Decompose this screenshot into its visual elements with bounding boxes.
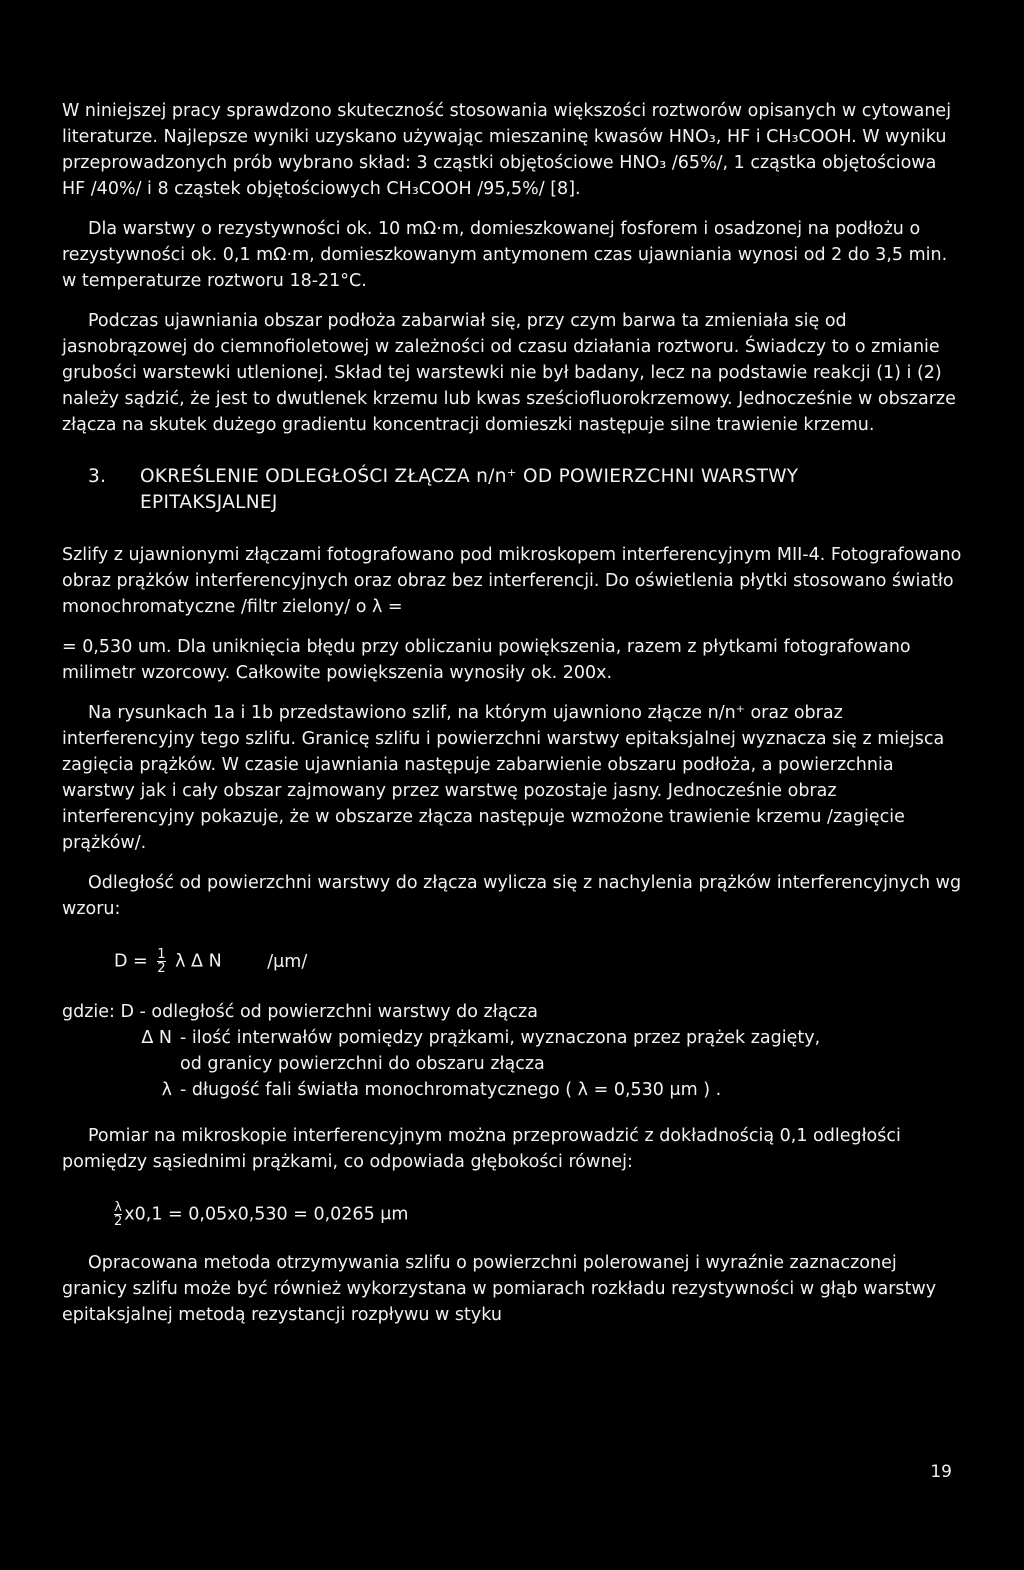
section-title-line1: OKREŚLENIE ODLEGŁOŚCI ZŁĄCZA n/n⁺ OD POWIERZCHNI WARSTWY	[140, 466, 799, 487]
paragraph-6: Odległość od powierzchni warstwy do złącza wylicza się z nachylenia prążków interferencyjnych wg wzoru:	[62, 873, 962, 919]
paragraph-4b: = 0,530 um. Dla uniknięcia błędu przy obliczaniu powiększenia, razem z płytkami fotografowano milimetr wzorcowy. Całkowite powiększenia wynosiły ok. 200x.	[62, 637, 911, 683]
calc-numerator: λ	[114, 1200, 122, 1215]
calc-denominator: 2	[114, 1214, 123, 1229]
distance-formula	[114, 948, 962, 975]
paragraph-2: Dla warstwy o rezystywności ok. 10 mΩ·m, domieszkowanej fosforem i osadzonej na podłożu o rezystywności ok. 0,1 mΩ·m, domieszkowanym antymonem czas ujawniania wynosi od 2 do 3,5 min. w temperaturze roztworu 18-21°C.	[62, 219, 948, 291]
formula-fraction	[157, 948, 165, 975]
depth-calculation	[114, 1201, 962, 1228]
section-number: 3.	[88, 466, 107, 487]
section-heading	[88, 464, 962, 516]
formula-unit: /μm/	[267, 951, 308, 972]
formula-lhs: D =	[114, 951, 148, 972]
formula-numerator: 1	[157, 947, 166, 962]
legend-intro: gdzie: D - odległość od powierzchni warstwy do złącza	[62, 1002, 538, 1022]
section-title-line2: EPITAKSJALNEJ	[140, 492, 278, 513]
legend-dn-text2: od granicy powierzchni do obszaru złącza	[180, 1054, 545, 1074]
legend-dn-symbol: Δ N	[141, 1028, 172, 1048]
paragraph-7: Pomiar na mikroskopie interferencyjnym można przeprowadzić z dokładnością 0,1 odległości pomiędzy sąsiednimi prążkami, co odpowiada głębokości równej:	[62, 1126, 901, 1172]
legend-lambda-text: - długość fali światła monochromatycznego ( λ = 0,530 μm ) .	[180, 1080, 722, 1100]
paragraph-5: Na rysunkach 1a i 1b przedstawiono szlif, na którym ujawniono złącze n/n⁺ oraz obraz interferencyjny tego szlifu. Granicę szlifu i powierzchni warstwy epitaksjalnej wyznacza się z miejsca zagięcia prążków. W czasie ujawniania następuje zabarwienie obszaru podłoża, a powierzchnia warstwy jak i cały obszar zajmowany przez warstwę pozostaje jasny. Jednocześnie obraz interferencyjny pokazuje, że w obszarze złącza następuje wzmożone trawienie krzemu /zagięcie prążków/.	[62, 703, 945, 853]
formula-legend	[62, 999, 962, 1103]
paragraph-1: W niniejszej pracy sprawdzono skuteczność stosowania większości roztworów opisanych w cytowanej literaturze. Najlepsze wyniki uzyskano używając mieszaninę kwasów HNO₃, HF i CH₃COOH. W wyniku przeprowadzonych prób wybrano skład: 3 cząstki objętościowe HNO₃ /65%/, 1 cząstka objętościowa HF /40%/ i 8 cząstek objętościowych CH₃COOH /95,5%/ [8].	[62, 101, 952, 199]
legend-row-dn	[62, 1025, 962, 1051]
paragraph-3: Podczas ujawniania obszar podłoża zabarwiał się, przy czym barwa ta zmieniała się od jasnobrązowej do ciemnofioletowej w zależności od czasu działania roztworu. Świadczy to o zmianie grubości warstewki utlenionej. Skład tej warstewki nie był badany, lecz na podstawie reakcji (1) i (2) należy sądzić, że jest to dwutlenek krzemu lub kwas sześciofluorokrzemowy. Jednocześnie w obszarze złącza na skutek dużego gradientu koncentracji domieszki następuje silne trawienie krzemu.	[62, 311, 956, 435]
paragraph-8: Opracowana metoda otrzymywania szlifu o powierzchni polerowanej i wyraźnie zaznaczonej granicy szlifu może być również wykorzystana w pomiarach rozkładu rezystywności w głąb warstwy epitaksjalnej metodą rezystancji rozpływu w styku	[62, 1253, 937, 1325]
formula-denominator: 2	[157, 961, 166, 976]
legend-dn-text: - ilość interwałów pomiędzy prążkami, wyznaczona przez prążek zagięty,	[180, 1028, 821, 1048]
paragraph-4: Szlify z ujawnionymi złączami fotografowano pod mikroskopem interferencyjnym MII-4. Fotografowano obraz prążków interferencyjnych oraz obraz bez interferencji. Do oświetlenia płytki stosowano światło monochromatyczne /filtr zielony/ o λ =	[62, 545, 962, 617]
page-number: 19	[930, 1462, 952, 1482]
calc-rest: x0,1 = 0,05x0,530 = 0,0265 μm	[124, 1204, 409, 1225]
legend-row-lambda	[62, 1077, 962, 1103]
formula-rhs: λ Δ N	[175, 951, 222, 972]
document-page	[62, 98, 962, 1328]
calc-fraction	[114, 1201, 122, 1228]
legend-lambda-symbol: λ	[161, 1080, 172, 1100]
